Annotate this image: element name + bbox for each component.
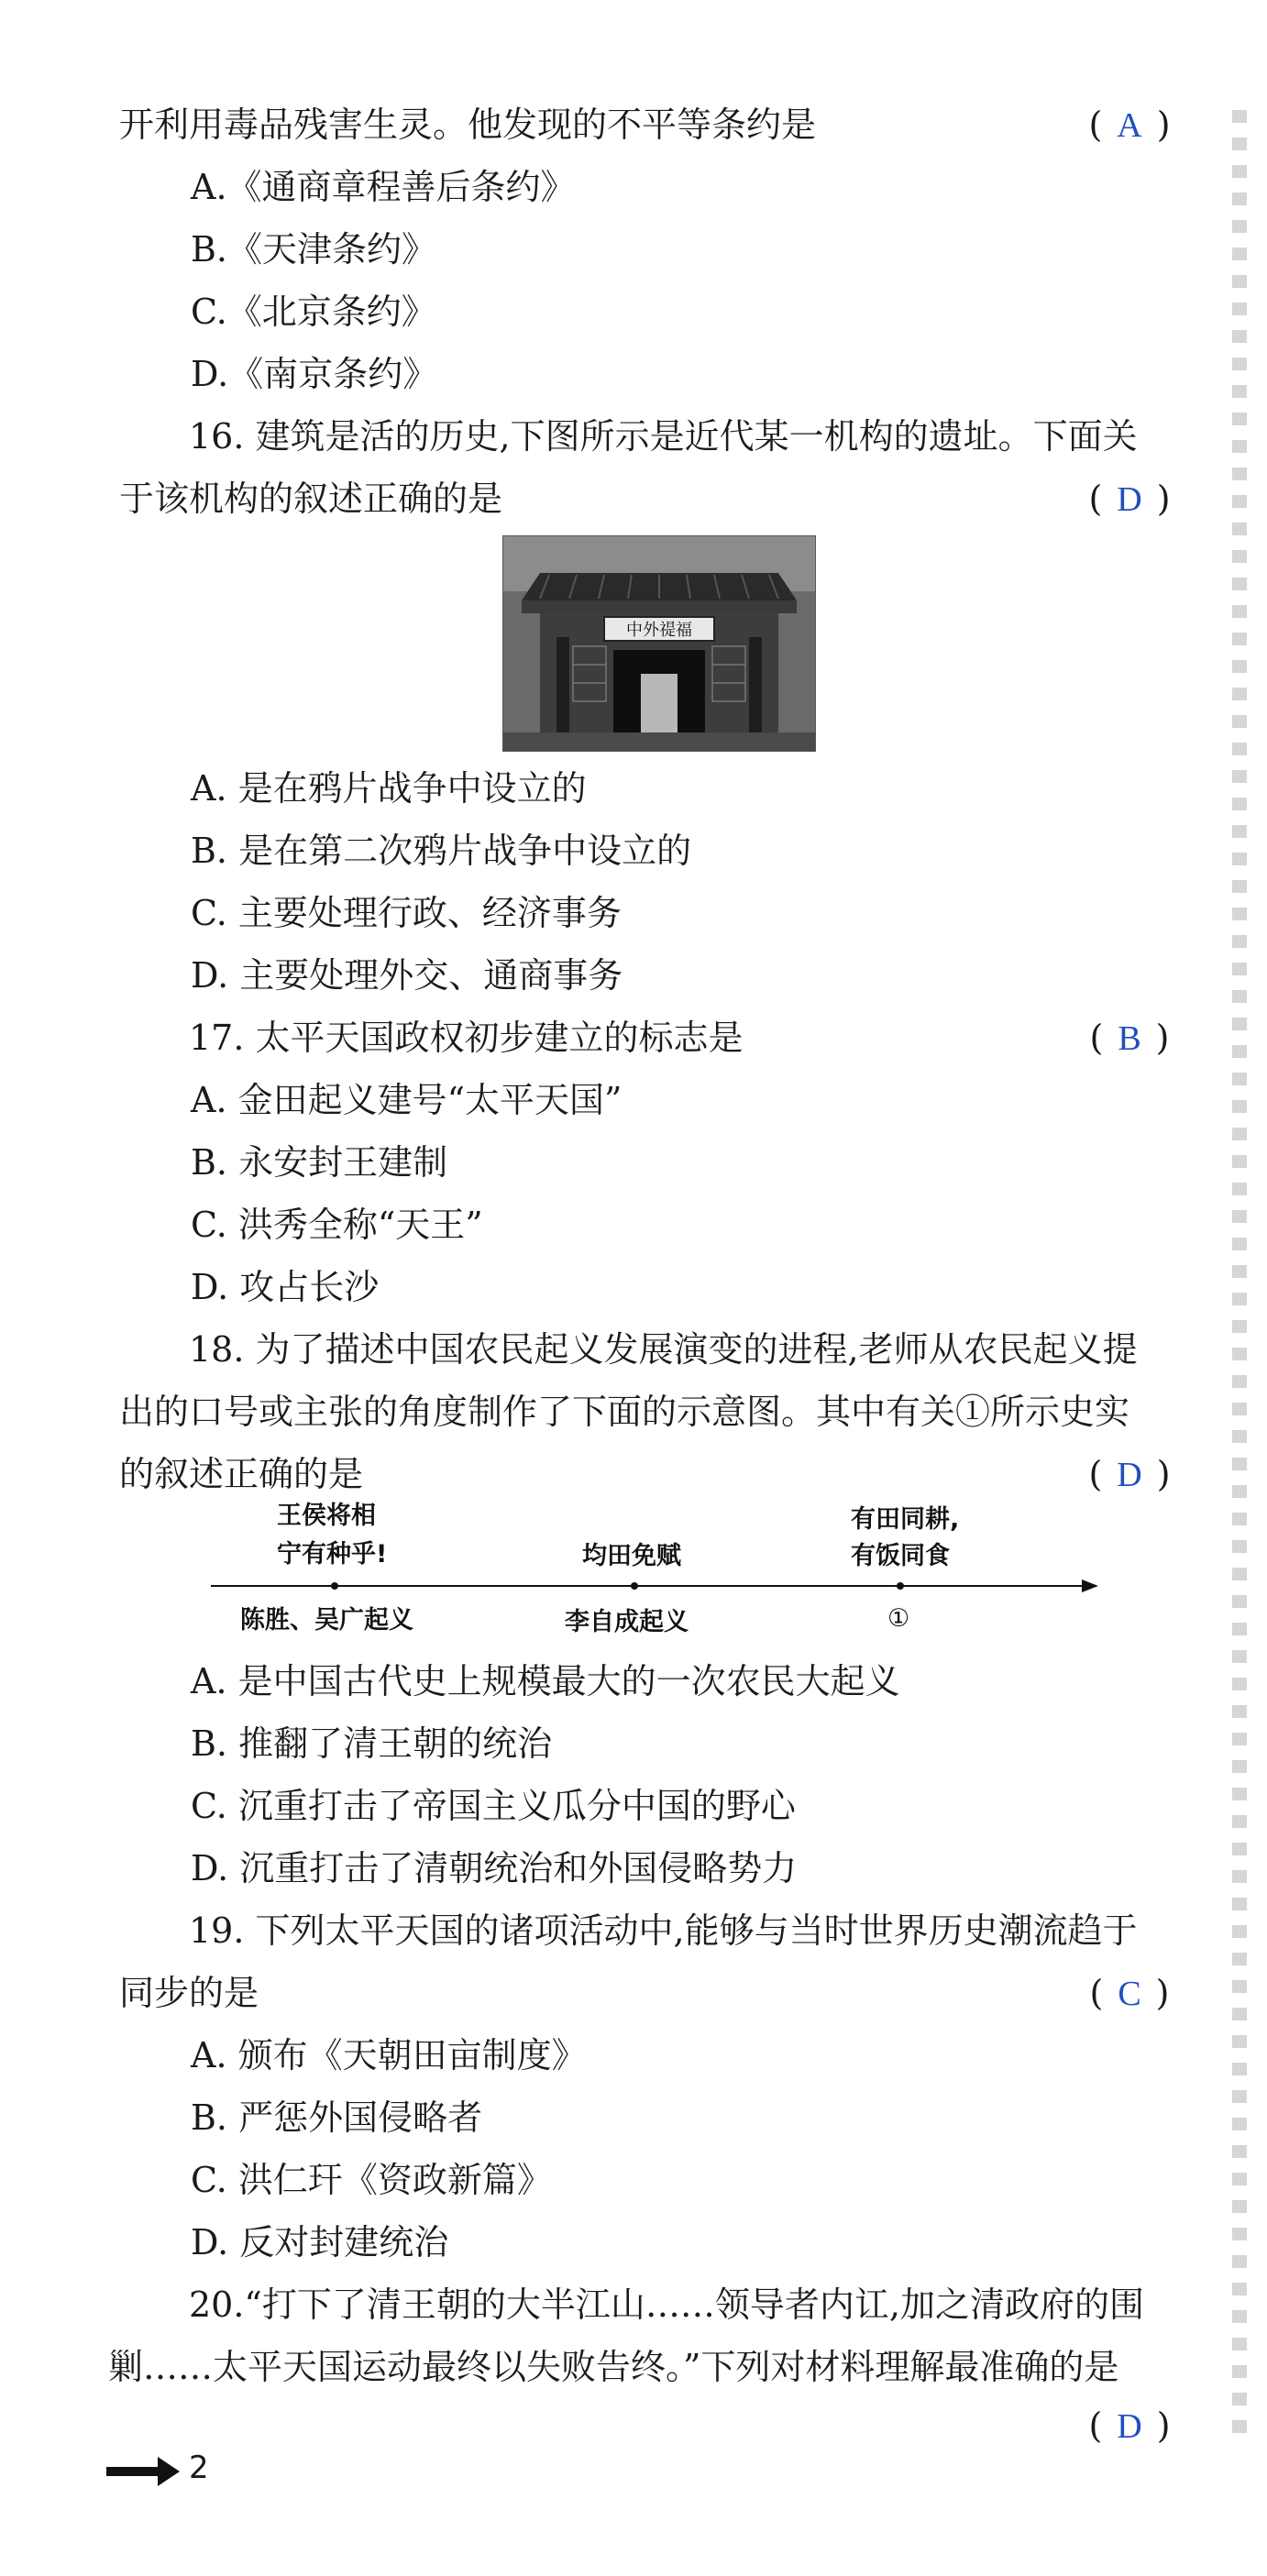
timeline-event-1: 陈胜、吴广起义 [240, 1606, 413, 1635]
q20-answer: ( D ) [1088, 2405, 1171, 2446]
q17-answer: ( B ) [1089, 1018, 1170, 1058]
q17-option-d: D. 攻占长沙 [191, 1267, 380, 1307]
q16-option-c: C. 主要处理行政、经济事务 [191, 893, 622, 933]
q15-option-a: A.《通商章程善后条约》 [191, 167, 576, 207]
q18-option-b: B. 推翻了清王朝的统治 [191, 1723, 553, 1764]
q15-option-b: B.《天津条约》 [191, 229, 437, 270]
q20-answer-letter: D [1117, 2407, 1142, 2446]
timeline-slogan-2: 均田免赋 [582, 1542, 681, 1570]
q18-option-a: A. 是中国古代史上规模最大的一次农民大起义 [191, 1661, 900, 1701]
page-number: 2 [189, 2449, 209, 2486]
q19-option-a: A. 颁布《天朝田亩制度》 [191, 2035, 587, 2075]
q15-option-c: C.《北京条约》 [191, 292, 436, 332]
q16-answer-letter: D [1117, 480, 1142, 519]
page-edge-decoration [1232, 110, 1247, 2448]
q18-stem-line3: 的叙述正确的是 [119, 1454, 364, 1494]
q19-answer: ( C ) [1089, 1973, 1170, 2013]
building-photo-drawing [503, 536, 815, 751]
q19-option-c: C. 洪仁玕《资政新篇》 [191, 2160, 552, 2200]
timeline-slogan-1-line2: 宁有种乎! [277, 1540, 388, 1569]
q15-stem: 开利用毒品残害生灵。他发现的不平等条约是 [119, 105, 817, 145]
q17-stem: 17. 太平天国政权初步建立的标志是 [189, 1018, 744, 1058]
historic-building-photo [502, 535, 816, 752]
q16-stem-line1: 16. 建筑是活的历史,下图所示是近代某一机构的遗址。下面关 [189, 416, 1138, 457]
q19-option-b: B. 严惩外国侵略者 [191, 2097, 483, 2138]
q19-stem-line2: 同步的是 [119, 1973, 259, 2013]
q18-option-c: C. 沉重打击了帝国主义瓜分中国的野心 [191, 1786, 796, 1826]
q18-option-d: D. 沉重打击了清朝统治和外国侵略势力 [191, 1848, 798, 1888]
q15-option-d: D.《南京条约》 [191, 354, 438, 394]
q19-option-d: D. 反对封建统治 [191, 2222, 449, 2262]
q18-answer-letter: D [1117, 1456, 1142, 1494]
q20-stem-line1: 20.“打下了清王朝的大半江山……领导者内讧,加之清政府的围 [189, 2284, 1144, 2325]
timeline-slogan-1-line1: 王侯将相 [277, 1502, 376, 1530]
uprising-timeline-diagram [202, 1494, 1100, 1650]
timeline-event-3: ① [887, 1604, 910, 1633]
q17-option-a: A. 金田起义建号“太平天国” [191, 1080, 622, 1120]
timeline-slogan-3-line1: 有田同耕, [851, 1505, 960, 1534]
q17-answer-letter: B [1118, 1019, 1141, 1058]
q16-option-a: A. 是在鸦片战争中设立的 [191, 768, 587, 809]
q15-answer-letter: A [1117, 106, 1142, 145]
q16-stem-line2: 于该机构的叙述正确的是 [119, 479, 503, 519]
q18-stem-line2: 出的口号或主张的角度制作了下面的示意图。其中有关①所示史实 [119, 1392, 1130, 1432]
q17-option-b: B. 永安封王建制 [191, 1142, 448, 1183]
q16-answer: ( D ) [1088, 479, 1171, 519]
q18-stem-line1: 18. 为了描述中国农民起义发展演变的进程,老师从农民起义提 [189, 1329, 1138, 1370]
q19-answer-letter: C [1118, 1975, 1141, 2013]
q16-option-b: B. 是在第二次鸦片战争中设立的 [191, 831, 692, 871]
plaque-text: 中外禔福 [626, 621, 692, 640]
timeline-slogan-3-line2: 有饭同食 [851, 1542, 950, 1570]
q18-answer: ( D ) [1088, 1454, 1171, 1494]
q16-option-d: D. 主要处理外交、通商事务 [191, 955, 623, 996]
q15-answer: ( A ) [1088, 105, 1171, 145]
q20-stem-line2: 剿……太平天国运动最终以失败告终。”下列对材料理解最准确的是 [108, 2347, 1119, 2387]
q19-stem-line1: 19. 下列太平天国的诸项活动中,能够与当时世界历史潮流趋于 [189, 1910, 1138, 1951]
q17-option-c: C. 洪秀全称“天王” [191, 1205, 483, 1245]
timeline-event-2: 李自成起义 [565, 1608, 689, 1636]
